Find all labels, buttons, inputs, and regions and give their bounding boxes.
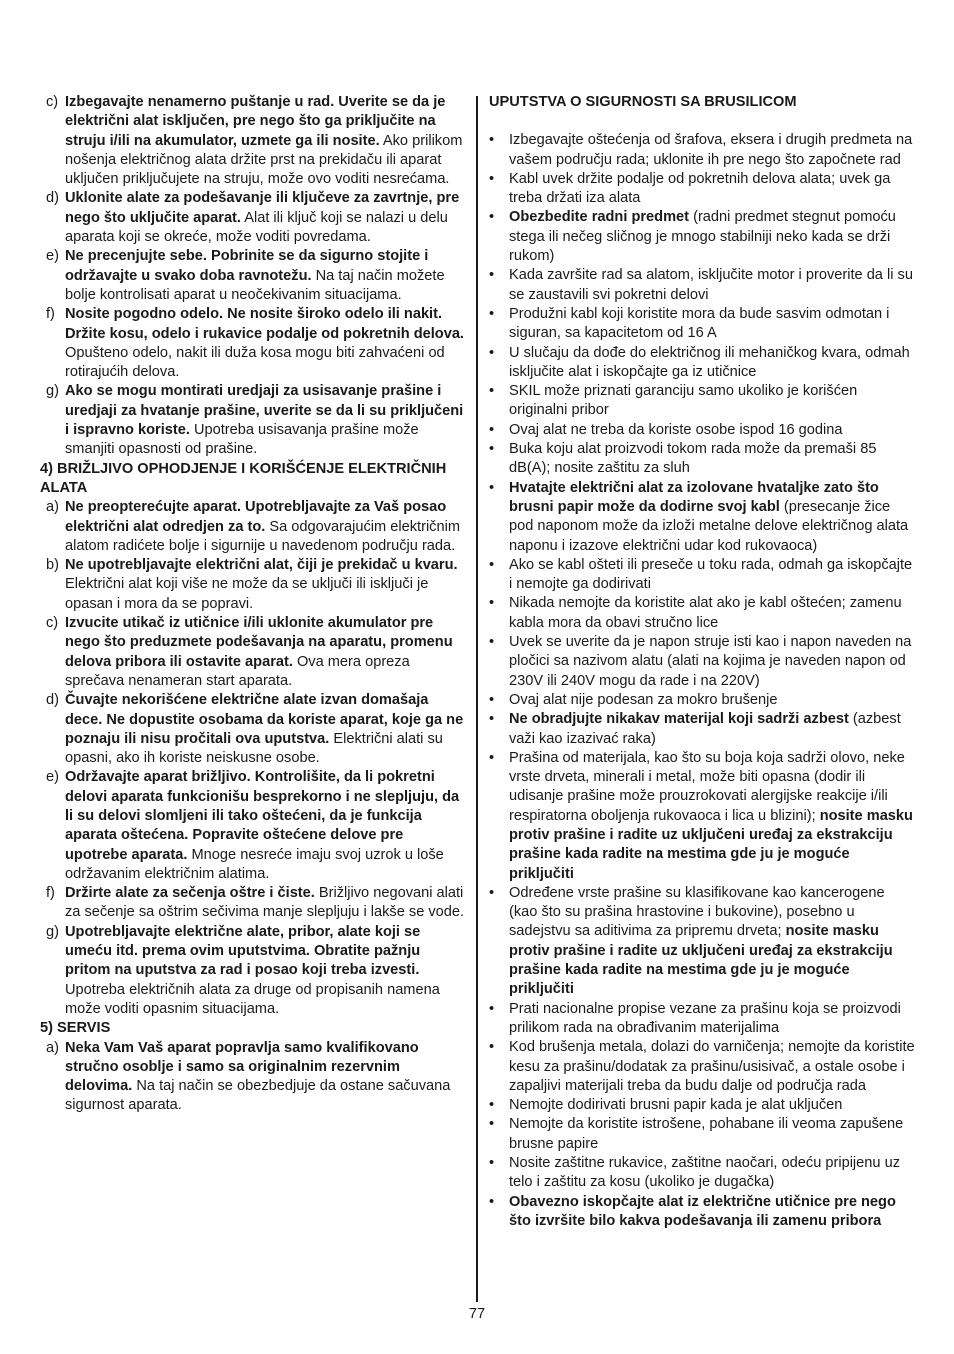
safety-bullet — [489, 421, 915, 440]
instruction-item — [40, 768, 468, 884]
bullet-icon: • — [489, 441, 495, 458]
safety-bullet — [489, 170, 915, 209]
instruction-item — [40, 923, 468, 1019]
bullet-icon: • — [489, 305, 495, 322]
item-label: c) — [46, 94, 59, 110]
bullet-text: Izbegavajte oštećenja od šrafova, eksera i drugih predmeta na vašem području rada; uklonite ih pre nego što započnete rad — [509, 132, 913, 168]
section-heading-sander-safety: UPUTSTVA O SIGURNOSTI SA BRUSILICOM — [489, 94, 797, 110]
safety-bullet — [489, 556, 915, 595]
bullet-icon: • — [489, 884, 495, 901]
bullet-icon: • — [489, 1039, 495, 1056]
left-column — [40, 93, 468, 1116]
item-bold-text: Neka Vam Vaš aparat popravlja samo kvalifikovano stručno osoblje i samo sa originalnim rezervnim delovima. — [65, 1039, 419, 1095]
bullet-icon: • — [489, 383, 495, 400]
item-bold-text: Ne preopterećujte aparat. Upotrebljavajte za Vaš posao električni alat odredjen za to. — [65, 499, 447, 535]
bullet-icon: • — [489, 132, 495, 149]
safety-bullet — [489, 691, 915, 710]
item-label: f) — [46, 885, 55, 902]
safety-bullet — [489, 266, 915, 305]
item-text: Opušteno odelo, nakit ili duža kosa mogu biti zahvaćeni od rotirajućih delova. — [65, 344, 445, 381]
bullet-text: (azbest važi kao izazivać raka) — [509, 711, 901, 747]
item-text: Na taj način se obezbedjuje da ostane sačuvana sigurnost aparata. — [65, 1078, 451, 1114]
bullet-bold-text: Ne obradjujte nikakav materijal koji sadrži azbest — [509, 711, 849, 728]
bullet-bold-text: Hvatajte električni alat za izolovane hvataljke zato što brusni papir može da dodirne svoj kabl — [509, 479, 879, 515]
bullet-bold-text: nosite masku protiv prašine i radite uz uključeni uređaj za ekstrakciju prašine kada radite na mestima gde ju je moguće priključiti — [509, 807, 913, 882]
bullet-icon: • — [489, 1097, 495, 1114]
item-label: g) — [46, 923, 59, 940]
bullet-icon: • — [489, 1116, 495, 1133]
item-text: Upotreba usisavanja prašine može smanjiti opasnosti od prašine. — [65, 422, 419, 458]
instruction-item — [40, 189, 468, 247]
bullet-icon: • — [489, 749, 495, 766]
bullet-icon: • — [489, 691, 495, 708]
instruction-item — [40, 556, 468, 614]
bullet-text: (radni predmet stegnut pomoću stega ili nečeg sličnog je mnogo stabilniji neko kada se drži rukom) — [509, 209, 896, 265]
bullet-text: Nemojte da koristite istrošene, pohabane ili veoma zapušene brusne papire — [509, 1116, 904, 1152]
column-divider — [476, 96, 478, 1302]
item-text: Mnoge nesreće imaju svoj uzrok u loše održavanim električnim alatima. — [65, 846, 444, 882]
item-bold-text: Uklonite alate za podešavanje ili ključeve za zavrtnje, pre nego što uključite aparat. — [65, 190, 460, 226]
safety-bullet — [489, 1115, 915, 1154]
bullet-icon: • — [489, 170, 495, 187]
safety-bullet — [489, 208, 915, 266]
item-label: c) — [46, 615, 59, 632]
bullet-text: Kabl uvek držite podalje od pokretnih delova alata; uvek ga treba držati iza alata — [509, 170, 891, 207]
bullet-text: Nikada nemojte da koristite alat ako je kabl oštećen; zamenu kabla mora da obavi stručno lice — [509, 595, 902, 631]
item-bold-text: Ako se mogu montirati uredjaji za usisavanje prašine i uredjaji za hvatanje prašine, uverite se da li su priključeni i ispravno koriste. — [65, 383, 464, 439]
bullet-bold-text: Obavezno iskopčajte alat iz električne utičnice pre nego što izvršite bilo kakva podešavanja ili zamenu pribora — [509, 1193, 896, 1229]
item-bold-text: Čuvajte nekorišćene električne alate izvan domašaja dece. Ne dopustite osobama da koriste aparat, koje ga ne poznaju ili nisu pročitali ova uputstva. — [65, 692, 464, 747]
section-heading: 4) BRIŽLJIVO OPHODJENJE I KORIŠĆENJE ELEKTRIČNIH ALATA — [40, 460, 447, 496]
item-label: g) — [46, 383, 59, 400]
bullet-text: Nemojte dodirivati brusni papir kada je alat uključen — [509, 1097, 843, 1114]
item-bold-text: Izbegavajte nenamerno puštanje u rad. Uverite se da je električni alat isključen, pre nego što ga priključite na struju i/ili na akumulator, uzmete ga ili nosite. — [65, 94, 446, 149]
bullet-icon: • — [489, 556, 495, 573]
item-bold-text: Nosite pogodno odelo. Ne nosite široko odelo ili nakit. Držite kosu, odelo i rukavice podalje od pokretnih delova. — [65, 306, 464, 342]
bullet-text: Prati nacionalne propise vezane za prašinu koja se proizvodi prilikom rada na obrađivanim materijalima — [509, 1000, 901, 1036]
safety-bullet — [489, 131, 915, 170]
item-label: b) — [46, 557, 59, 574]
safety-bullet — [489, 1000, 915, 1039]
bullet-bold-text: Obezbedite radni predmet — [509, 209, 690, 226]
safety-bullet — [489, 710, 915, 749]
item-bold-text: Ne upotrebljavajte električni alat, čiji je prekidač u kvaru. — [65, 557, 458, 574]
item-bold-text: Ne precenjujte sebe. Pobrinite se da sigurno stojite i održavajte u svako doba ravnotežu. — [65, 248, 429, 284]
item-text: Ako prilikom nošenja električnog alata držite prst na prekidaču ili aparat uključen priključujete na struju, može ovo voditi nesrećama. — [65, 132, 463, 188]
safety-bullet — [489, 884, 915, 1000]
bullet-bold-text: nosite masku protiv prašine i radite uz uključeni uređaj za ekstrakciju prašine kada radite na mestima gde ju je moguće priključiti — [509, 923, 893, 998]
instruction-item — [40, 884, 468, 923]
instruction-item — [40, 614, 468, 691]
bullet-text: Produžni kabl koji koristite mora da bude sasvim odmotan i siguran, sa kapacitetom od 16 A — [509, 305, 890, 342]
item-bold-text: Upotrebljavajte električne alate, pribor, alate koji se umeću itd. prema ovim uputstvima. Obratite pažnju pritom na uputstva za rad i posao koji treba izvesti. — [65, 923, 421, 979]
bullet-text: SKIL može priznati garanciju samo ukoliko je korišćen originalni pribor — [509, 383, 858, 419]
item-text: Ova mera opreza sprečava nenameran start aparata. — [65, 653, 410, 689]
instruction-item — [40, 498, 468, 556]
item-label: e) — [46, 248, 59, 265]
item-text: Alat ili ključ koji se nalazi u delu aparata koji se okreće, može voditi povredama. — [65, 209, 448, 246]
item-text: Upotreba električnih alata za druge od propisanih namena može voditi opasnim situacijama. — [65, 981, 440, 1017]
item-text: Električni alati su opasni, ako ih koriste neiskusne osobe. — [65, 730, 443, 767]
right-column — [489, 93, 915, 1231]
bullet-icon: • — [489, 711, 495, 728]
item-label: d) — [46, 190, 59, 207]
bullet-icon: • — [489, 1193, 495, 1210]
item-label: f) — [46, 306, 55, 323]
bullet-text: U slučaju da dođe do električnog ili mehaničkog kvara, odmah isključite alat i iskopčajte ga iz utičnice — [509, 344, 910, 380]
bullet-text: Ovaj alat ne treba da koriste osobe ispod 16 godina — [509, 421, 843, 438]
item-text: Električni alat koji više ne može da se uključi ili isključi je opasan i mora da se popravi. — [65, 576, 429, 612]
bullet-icon: • — [489, 634, 495, 651]
item-label: d) — [46, 692, 59, 709]
bullet-text: Kada završite rad sa alatom, isključite motor i proverite da li su se zaustavili svi pokretni delovi — [509, 267, 913, 303]
bullet-text: Ovaj alat nije podesan za mokro brušenje — [509, 691, 778, 708]
safety-bullet — [489, 1154, 915, 1193]
bullet-text: Buka koju alat proizvodi tokom rada može da premaši 85 dB(A); nosite zaštitu za sluh — [509, 441, 877, 477]
instruction-item — [40, 93, 468, 189]
safety-bullet — [489, 344, 915, 383]
bullet-icon: • — [489, 1155, 495, 1172]
item-text: Sa odgovarajućim električnim alatom radićete bolje i sigurnije u navedenom području rada. — [65, 518, 460, 554]
bullet-icon: • — [489, 344, 495, 361]
safety-bullet — [489, 305, 915, 344]
safety-bullet — [489, 1096, 915, 1115]
item-label: a) — [46, 1039, 59, 1056]
bullet-text: Ako se kabl ošteti ili preseče u toku rada, odmah ga iskopčajte i nemojte ga dodirivati — [509, 556, 913, 593]
bullet-text: (presecanje žice pod naponom može da izloži metalne delove električnog alata naponu i izazove električni udar kod rukovaoca) — [509, 498, 909, 554]
item-bold-text: Održavajte aparat brižljivo. Kontrolišite, da li pokretni delovi aparata funkcionišu besprekorno i ne slepljuju, da li su delovi slomljeni ili tako oštećeni, da je funkcija aparata oštećena. Popravite oštećene delove pre upotrebe aparata. — [65, 769, 460, 863]
bullet-icon: • — [489, 595, 495, 612]
item-bold-text: Držirte alate za sečenja oštre i čiste. — [65, 885, 315, 902]
safety-bullet — [489, 479, 915, 556]
bullet-icon: • — [489, 1000, 495, 1017]
bullet-text: Uvek se uverite da je napon struje isti kao i napon naveden na pločici sa nazivom alatu (alati na kojima je naveden napon od 230V ili 240V mogu da rade i na 220V) — [509, 634, 912, 689]
instruction-item — [40, 382, 468, 459]
bullet-text: Kod brušenja metala, dolazi do varničenja; nemojte da koristite kesu za prašinu/dodatak za prašinu/usisivač, a ostale osobe i zapaljivi materijali treba da budu dalje od područja rada — [509, 1039, 915, 1094]
section-heading: 5) SERVIS — [40, 1020, 111, 1037]
item-bold-text: Izvucite utikač iz utičnice i/ili uklonite akumulator pre nego što preduzmete podešavanja na aparatu, promenu delova pribora ili ostavite aparat. — [65, 615, 453, 670]
item-text: Brižljivo negovani alati za sečenje sa oštrim sečivima manje slepljuju i lakše se vode. — [65, 885, 465, 921]
safety-bullet — [489, 1193, 915, 1232]
safety-bullet — [489, 594, 915, 633]
item-label: a) — [46, 499, 59, 516]
instruction-item — [40, 305, 468, 382]
safety-bullet — [489, 633, 915, 691]
safety-bullet — [489, 1038, 915, 1096]
bullet-text: Određene vrste prašine su klasifikovane kao kancerogene (kao što su prašina hrastovine i bukovine), posebno u sadejstvu sa aditivima za pripremu drveta; — [509, 884, 885, 940]
bullet-icon: • — [489, 479, 495, 496]
item-label: e) — [46, 769, 59, 786]
instruction-item — [40, 247, 468, 305]
safety-bullet-list — [489, 131, 915, 1231]
bullet-text: Nosite zaštitne rukavice, zaštitne naočari, odeću pripijenu uz telo i zaštitu za kosu (ukoliko je dugačka) — [509, 1155, 900, 1191]
bullet-icon: • — [489, 421, 495, 438]
item-text: Na taj način možete bolje kontrolisati aparat u neočekivanim situacijama. — [65, 267, 445, 303]
bullet-text: Prašina od materijala, kao što su boja koja sadrži olovo, neke vrste drveta, minerali i metal, može biti opasna (dodir ili udisanje prašine može prouzrokovati alergijske reakcije i/ili respiratorna oboljenja rukovaoca i lica u blizini); — [509, 749, 905, 824]
instruction-item — [40, 691, 468, 768]
safety-bullet — [489, 440, 915, 479]
page-number: 77 — [468, 1306, 486, 1322]
safety-bullet — [489, 382, 915, 421]
bullet-icon: • — [489, 267, 495, 284]
bullet-icon: • — [489, 209, 495, 226]
safety-bullet — [489, 749, 915, 884]
instruction-item — [40, 1039, 468, 1116]
